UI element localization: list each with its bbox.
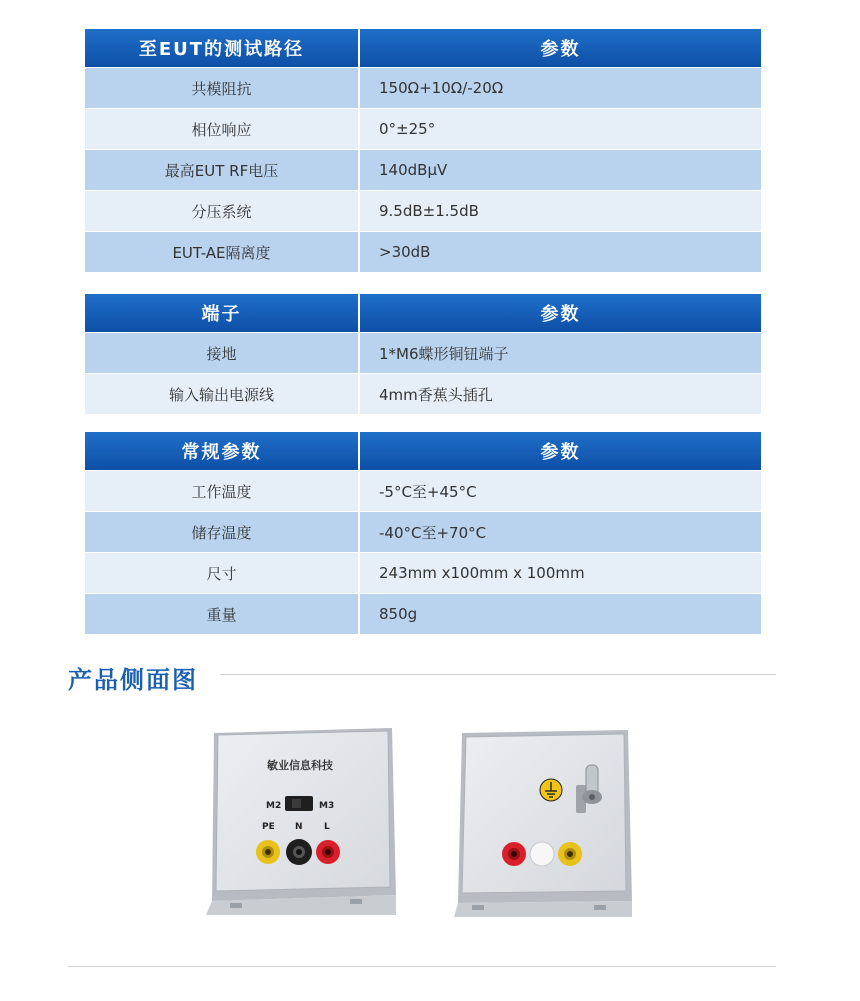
- header-cell: 常规参数: [85, 432, 358, 470]
- brand-label: 敏业信息科技: [267, 759, 333, 772]
- header-cell: 参数: [360, 432, 761, 470]
- row-label: 尺寸: [85, 553, 358, 593]
- row-label: 分压系统: [85, 191, 358, 231]
- jack-label-pe: PE: [262, 822, 275, 832]
- jack-black-icon: [286, 839, 312, 865]
- row-label: 重量: [85, 594, 358, 634]
- header-cell: 端子: [85, 294, 358, 332]
- table-row: [85, 68, 761, 108]
- switch-label-m3: M3: [319, 801, 335, 811]
- row-value: 9.5dB±1.5dB: [360, 191, 761, 231]
- jack-red-icon: [502, 842, 526, 866]
- jack-yellow-icon: [558, 842, 582, 866]
- row-label: 共模阻抗: [85, 68, 358, 108]
- row-value: 150Ω+10Ω/-20Ω: [360, 68, 761, 108]
- table-row: [85, 471, 761, 511]
- row-value: 0°±25°: [360, 109, 761, 149]
- row-label: 相位响应: [85, 109, 358, 149]
- table-row: [85, 109, 761, 149]
- row-label: 输入输出电源线: [85, 374, 358, 414]
- row-value: 4mm香蕉头插孔: [360, 374, 761, 414]
- header-cell: 参数: [360, 294, 761, 332]
- jack-yellow-icon: [256, 840, 280, 864]
- jack-red-icon: [316, 840, 340, 864]
- rear-panel-image: [448, 725, 648, 920]
- table-row: [85, 333, 761, 373]
- jack-label-l: L: [324, 822, 330, 832]
- spec-table-general: [85, 432, 761, 635]
- table-header: [85, 432, 761, 470]
- spec-table-test-path: [85, 29, 761, 273]
- row-label: 最高EUT RF电压: [85, 150, 358, 190]
- spec-table-terminals: [85, 294, 761, 415]
- table-row: [85, 374, 761, 414]
- row-value: 1*M6蝶形铜钮端子: [360, 333, 761, 373]
- table-header: [85, 29, 761, 67]
- table-row: [85, 191, 761, 231]
- switch-label-m2: M2: [266, 801, 282, 811]
- table-row: [85, 594, 761, 634]
- table-row: [85, 512, 761, 552]
- row-label: 储存温度: [85, 512, 358, 552]
- ground-symbol-icon: [540, 779, 562, 801]
- table-row: [85, 553, 761, 593]
- row-value: 243mm x100mm x 100mm: [360, 553, 761, 593]
- row-value: -5°C至+45°C: [360, 471, 761, 511]
- row-label: 工作温度: [85, 471, 358, 511]
- row-value: 850g: [360, 594, 761, 634]
- row-label: 接地: [85, 333, 358, 373]
- table-header: [85, 294, 761, 332]
- header-cell: 至EUT的测试路径: [85, 29, 358, 67]
- section-title: 产品侧面图: [68, 666, 198, 694]
- jack-label-n: N: [295, 822, 303, 832]
- row-value: -40°C至+70°C: [360, 512, 761, 552]
- front-panel-image: [200, 725, 400, 920]
- row-value: 140dBμV: [360, 150, 761, 190]
- divider: [220, 674, 776, 675]
- table-row: [85, 232, 761, 272]
- row-value: >30dB: [360, 232, 761, 272]
- row-label: EUT-AE隔离度: [85, 232, 358, 272]
- header-cell: 参数: [360, 29, 761, 67]
- divider: [68, 966, 776, 967]
- table-row: [85, 150, 761, 190]
- jack-white-icon: [530, 842, 554, 866]
